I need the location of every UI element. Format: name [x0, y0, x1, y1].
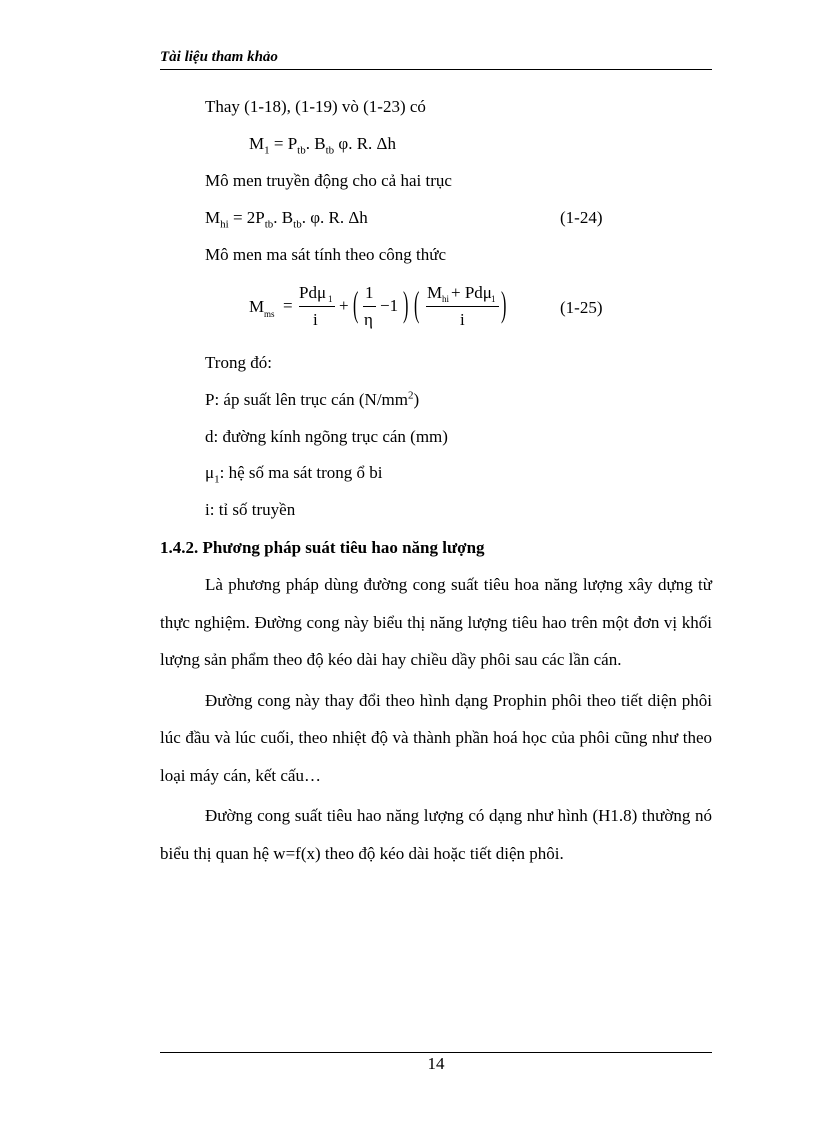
eq-m1-rest: φ. R. Δh: [334, 134, 396, 153]
paragraph-2: Đường cong này thay đổi theo hình dạng Prophin phôi theo tiết diện phôi lúc đầu và lúc cuối, theo nhiệt độ và thành phần hoá học của phôi cũng như theo loại máy cán, kết cấu…: [160, 690, 712, 785]
equation-number-1-24: (1-24): [560, 208, 603, 227]
formula-M: M: [249, 297, 265, 316]
eq-m1-p: = P: [269, 134, 298, 153]
fraction-bar-3: [426, 306, 499, 307]
fraction-bar-2: [363, 306, 376, 307]
text-line-drive-moment: Mô men truyền động cho cả hai trục: [205, 171, 452, 190]
running-header: Tài liệu tham khảo: [160, 49, 278, 65]
formula-num3-sub: 1: [491, 294, 496, 304]
formula-n2: 1: [365, 283, 374, 302]
formula-plus: +: [339, 296, 349, 315]
formula-1-25: [249, 283, 519, 331]
eq-mhi-ptb: tb: [264, 218, 274, 231]
text-line-where: Trong đó:: [205, 353, 272, 372]
eq-mhi-btb: tb: [293, 218, 302, 231]
eq-mhi-sub: hi: [220, 218, 229, 231]
definition-i: i: tỉ số truyền: [205, 500, 296, 519]
definition-p-sup: 2: [408, 389, 414, 402]
eq-mhi-symbol: M: [205, 208, 221, 227]
formula-d2: η: [364, 310, 373, 329]
footer-rule: [160, 1052, 712, 1053]
paragraph-3: Đường cong suất tiêu hao năng lượng có dạng như hình (H1.8) thường nó biểu thị quan hệ w=f(x) theo độ kéo dài hoặc tiết diện phôi.: [160, 806, 712, 863]
formula-minus-one: −1: [380, 296, 399, 315]
definition-p-close: ): [413, 390, 420, 409]
header-rule: [160, 69, 712, 70]
eq-m1-b: . B: [305, 134, 326, 153]
eq-mhi-rest: . φ. R. Δh: [301, 208, 368, 227]
formula-den3: i: [460, 310, 465, 329]
eq-mhi-p: = 2P: [228, 208, 265, 227]
page-number: 14: [427, 1054, 445, 1073]
formula-rparen-1: ): [403, 284, 409, 324]
formula-M-sub: ms: [264, 309, 275, 319]
eq-m1-ptb: tb: [297, 144, 306, 157]
eq-mhi-b: . B: [273, 208, 294, 227]
formula-num3-rest: + Pdμ: [451, 283, 492, 302]
definition-mu-sub: 1: [214, 473, 220, 486]
equation-number-1-25: (1-25): [560, 298, 603, 317]
definition-d: d: đường kính ngõng trục cán (mm): [205, 427, 448, 446]
formula-den1: i: [313, 310, 318, 329]
text-line-substitution: Thay (1-18), (1-19) vò (1-23) có: [205, 97, 426, 116]
definition-mu: [205, 463, 383, 486]
formula-num3-M: M: [427, 283, 443, 302]
equation-m1: [249, 134, 396, 157]
equation-mhi: [205, 208, 368, 231]
formula-num1: Pdμ: [299, 283, 327, 302]
fraction-bar-1: [299, 306, 335, 307]
formula-num1-sub: 1: [328, 294, 333, 304]
section-heading: 1.4.2. Phương pháp suát tiêu hao năng lượng: [160, 538, 485, 557]
definition-p: [205, 390, 419, 410]
definition-mu-symbol: μ: [205, 463, 215, 482]
definition-p-text: P: áp suất lên trục cán (N/mm: [205, 390, 409, 409]
eq-m1-symbol: M: [249, 134, 265, 153]
eq-m1-sub: 1: [264, 144, 270, 157]
definition-mu-text: : hệ số ma sát trong ổ bi: [219, 463, 383, 482]
formula-lparen-1: (: [353, 284, 359, 324]
paragraph-1: Là phương pháp dùng đường cong suất tiêu hoa năng lượng xây dựng từ thực nghiệm. Đường cong này biểu thị năng lượng tiêu hao trên một đơn vị khối lượng sản phẩm theo độ kéo dài hay chiều dầy phôi sau các lần cán.: [160, 575, 712, 669]
section-body: [160, 566, 712, 872]
formula-rparen-2: ): [501, 284, 507, 324]
formula-equals: =: [283, 296, 293, 315]
formula-lparen-2: (: [414, 284, 420, 324]
eq-m1-btb: tb: [325, 144, 335, 157]
text-line-friction-moment: Mô men ma sát tính theo công thức: [205, 245, 447, 264]
formula-num3-Msub: hi: [442, 294, 450, 304]
